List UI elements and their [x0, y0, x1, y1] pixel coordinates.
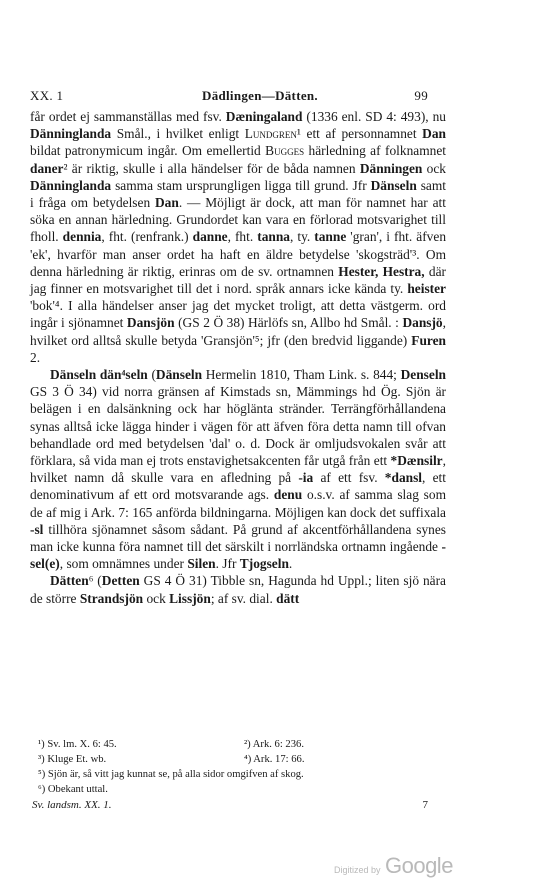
footnote-5: ⁵) Sjön är, så vitt jag kunnat se, på alla sidor omgifven af skog.: [38, 769, 304, 780]
series-imprint: Sv. landsm. XX. 1.: [32, 799, 112, 811]
paragraph-dannningen-continued: får ordet ej sammanställas med fsv. Dæningaland (1336 enl. SD 4: 493), nu Dänninglanda Smål., i hvilket enligt Lundgren¹ ett af personnamnet Dan bildat patronymicum ingår. Om emellertid Bugges härledning af folknamnet daner² är riktig, skulle i alla händelser för de båda namnen Dänningen ock Dänninglanda samma stam ursprungligen ligga till grund. Jfr Dänseln samt i fråga om betydelsen Dan. — Möjligt är dock, att man för namnet har att söka en annan härledning. Grundordet kan vara en förlorad motsvarighet till fholl. dennia, fht. (renfrank.) danne, fht. tanna, ty. tanne 'gran', i fht. äfven 'ek', hvarför man anser ordet ha haft en äldre betydelse 'skogsträd'³. Om denna härledning är riktig, erinras om de sv. ortnamnen Hester, Hestra, där jag finner en motsvarighet till det i nord. språk annars icke kända ty. heister 'bok'⁴. I alla händelser anser jag det mycket troligt, att detta västgerm. ord ingår i sjönamnet Dansjön (GS 2 Ö 38) Härlöfs sn, Allbo hd Smål. : Dansjö, hvilket ord alltså skulle betyda 'Gransjön'⁵; jfr (den bredvid liggande) Furen 2.: [30, 109, 447, 365]
signature-mark: 7: [422, 799, 428, 811]
footnote-row: [38, 737, 450, 752]
page-footer: [32, 799, 442, 811]
footnote-4: ⁴) Ark. 17: 66.: [244, 754, 305, 765]
main-text: [30, 108, 446, 607]
entry-danseln: Dänseln dän⁴seln (Dänseln Hermelin 1810, Tham Link. s. 844; Denseln GS 3 Ö 34) vid norra gränsen af Kimstads sn, Mämmings hd Ög. Sjön är belägen i en dalsänkning ock har höglänta stränder. Terrängförhållandena synas alltså icke lägga hinder i vägen för att äfven föra detta namn till ofvan behandlade ord med betydelsen 'dal' o. d. Dock är omljudsvokalen svår att förklara, så vida man ej trots enstavighetsakcenten får utgå från ett *Dænsilr, hvilket namn då skulle vara en afledning på -ia af ett fsv. *dansl, ett denominativum af ett ord motsvarande ags. denu o.s.v. af samma slag som de af mig i Ark. 7: 165 anförda bildningarna. Möjligen kan dock det suffixala -sl tillhöra sjönamnet såsom sådant. På grund af akcentförhållandena synes man icke kunna föra namnet till det särskilt i norrländska ortnamn ingående -sel(e), som omnämnes under Silen. Jfr Tjogseln.: [30, 367, 446, 572]
digitization-watermark: [334, 853, 453, 879]
footnote-3: ³) Kluge Et. wb.: [38, 754, 107, 765]
google-logo: Google: [384, 853, 453, 878]
entry-headword: Dänseln: [50, 367, 97, 383]
footnote-6: ⁶) Obekant uttal.: [38, 784, 108, 795]
footnotes: [38, 737, 450, 797]
entry-datten: Dätten⁶ (Detten GS 4 Ö 31) Tibble sn, Hagunda hd Uppl.; liten sjö nära de större Strandsjön ock Lissjön; af sv. dial. dätt: [30, 573, 447, 606]
footnote-1: ¹) Sv. lm. X. 6: 45.: [38, 739, 117, 750]
page-number: 99: [414, 88, 428, 103]
running-title: Dädlingen—Dätten.: [202, 88, 318, 103]
footnote-2: ²) Ark. 6: 236.: [244, 739, 304, 750]
section-number: XX. 1: [30, 88, 64, 103]
running-header: [30, 88, 428, 106]
footnote-row: [38, 752, 450, 767]
watermark-caption: Digitized by: [334, 865, 381, 875]
entry-headword: Dätten: [50, 573, 89, 589]
